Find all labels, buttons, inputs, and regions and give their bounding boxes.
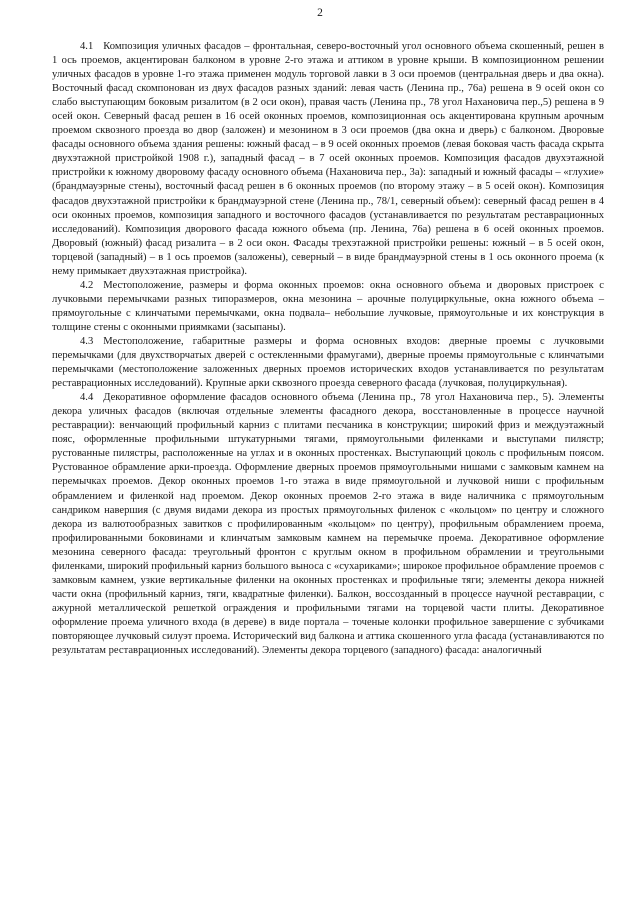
paragraph-4-4 bbox=[52, 391, 604, 658]
page-number: 2 bbox=[317, 7, 323, 19]
paragraph-text: Местоположение, габаритные размеры и форма основных входов: дверные проемы с лучковыми перемычками (для двухстворчатых дверей с остекленными фрамугами), дверные проемы прямоугольные с клинчатыми перемычками (местоположение заложенных дверных проемов исторических входов устанавливается по результатам реставрационных исследований). Крупные арки сквозного проезда северного фасада (лучковая, полуциркульная). bbox=[52, 335, 604, 390]
paragraph-number: 4.1 bbox=[80, 41, 94, 52]
paragraph-text: Композиция уличных фасадов – фронтальная, северо-восточный угол основного объема скошенный, решен в 1 ось проемов, акцентирован балконом в уровне 2-го этажа и аттиком в уровне крыши. В композиционном решении уличных фасадов в уровне 1-го этажа применен модуль торговой лавки в 3 оси проемов (центральная дверь и два окна). Восточный фасад скомпонован из двух фасадов разных зданий: левая часть (Ленина пр., 76а) решена в 9 осей окон со слабо выступающим боковым ризалитом (в 2 оси окон), правая часть (Ленина пр., 78 угол Нахановича пер.,5) решена в 9 осей окон. Северный фасад решен в 16 осей оконных проемов, композиционная ось акцентирована крупным арочным проемом сквозного проезда во двор (заложен) и мезонином в 3 оси проемов (два окна и дверь) с балконом. Дворовые фасады основного объема здания решены: южный фасад – в 9 осей оконных проемов (левая боковая часть фасада скрыта двухэтажной пристройкой 1908 г.), западный фасад – в 7 осей оконных проемов. Композиция фасадов двухэтажной пристройки к южному дворовому фасаду основного объема (Нахановича пер., 3а): западный и южный фасады – «глухие» (брандмауэрные стены), восточный фасад решен в 6 оконных проемов (по второму этажу – в 5 осей окон). Композиция фасадов двухэтажной пристройки к брандмауэрной стене (Ленина пр., 78/1, северный объем): северный фасад решен в 4 оси оконных проемов, композиция западного и восточного фасадов (устанавливается по результатам реставрационных исследований). Композиция дворового фасада южного объема (пр. Ленина, 76а) решена в 6 осей оконных проемов. Дворовый (южный) фасад ризалита – в 2 оси окон. Фасады трехэтажной пристройки решены: южный – в 5 осей окон, торцевой (западный) – в 1 ось проемов (заложены), северный – в виде брандмауэрной стены в 1 ось оконного проема (к нему примыкает двухэтажная пристройка). bbox=[52, 41, 604, 277]
paragraph-4-3 bbox=[52, 335, 604, 391]
paragraph-4-1 bbox=[52, 40, 604, 279]
paragraph-text: Декоративное оформление фасадов основного объема (Ленина пр., 78 угол Нахановича пер., 5). Элементы декора уличных фасадов (включая отдельные элементы фасадного декора, восстановленные в процессе научной реставрации): венчающий профильный карниз с плитами песчаника в конструкции; широкий фриз и междуэтажный пояс, оформленные профильными штукатурными тягами, прямоугольными филенками и выступами пилястр; рустованные пилястры, расположенные на углах и в оконных простенках. Выступающий цоколь с профильным поясом. Рустованное обрамление арки-проезда. Оформление дверных проемов прямоугольными нишами с замковым камнем на перемычках проемов. Декор оконных проемов 1-го этажа в виде прямоугольной и лучковой ниши с профильным обрамлением и филенкой над проемом. Декор оконных проемов 2-го этажа в виде наличника с прямоугольным сандриком навершия (с двумя видами декора из простых прямоугольных филенок с «кольцом» по центру и сложного декора из валютообразных завитков с профилированным «кольцом» по центру), профильным обрамлением проема, профилированными боковинами и клинчатым замковым камнем на перемычке проема. Декоративное оформление мезонина северного фасада: треугольный фронтон с круглым окном в профильном обрамлении и треугольными филенками, широкий профильный карниз большого выноса с «сухариками»; широкое профильное обрамление проемов с замковым камнем, узкие вертикальные филенки на оконных простенках и профильные тяги; элементы декора нижней части окна (профильный карниз, тяги, квадратные филенки). Балкон, воссозданный в процессе научной реставрации, с ажурной металлической решеткой ограждения и профильными тягами на торцевой части плиты. Декоративное оформление проема уличного входа (в дереве) в виде портала – точеные колонки профильное завершение с зубчиками повторяющее лучковый силуэт проема. Исторический вид балкона и аттика скошенного угла фасада (устанавливаются по результатам реставрационных исследований). Элементы декора торцевого (западного) фасада: аналогичный bbox=[52, 392, 604, 657]
document-body bbox=[52, 40, 604, 658]
paragraph-4-2 bbox=[52, 279, 604, 335]
paragraph-text: Местоположение, размеры и форма оконных проемов: окна основного объема и дворовых пристроек с лучковыми перемычками разных типоразмеров, окна мезонина – арочные полуциркульные, окна южного объема – прямоугольные с клинчатыми перемычками, окна подвала– небольшие лучковые, прямоугольные и их конструкция в толщине стены с оконными приямками (засыпаны). bbox=[52, 279, 604, 333]
paragraph-number: 4.2 bbox=[80, 279, 94, 291]
paragraph-number: 4.3 bbox=[80, 335, 94, 347]
paragraph-number: 4.4 bbox=[80, 392, 94, 404]
